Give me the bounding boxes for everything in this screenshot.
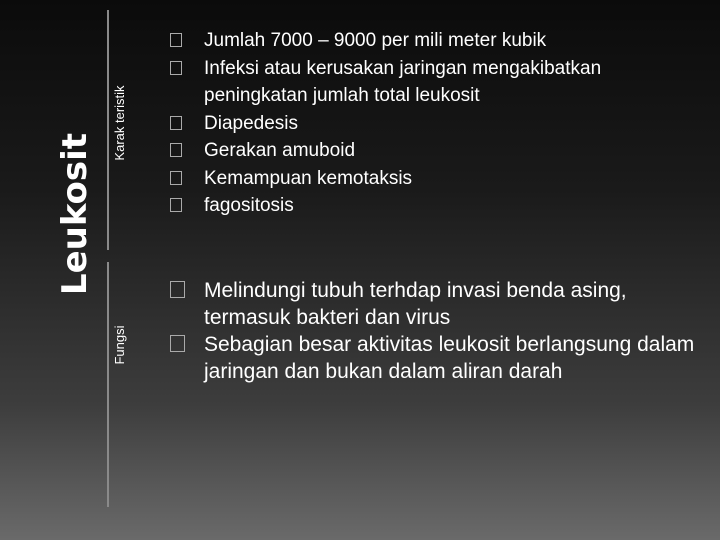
list-item	[170, 27, 704, 55]
list-item-text: Sebagian besar aktivitas leukosit berlangsung dalam jaringan dan bukan dalam aliran darah	[204, 333, 695, 383]
bullet-icon	[170, 33, 182, 47]
bullet-icon	[170, 335, 185, 352]
bullet-icon	[170, 143, 182, 157]
slide-title: Leukosit	[55, 132, 95, 296]
bullet-icon	[170, 198, 182, 212]
bullet-icon	[170, 61, 182, 75]
list-item-text: fagositosis	[204, 195, 294, 216]
list-item	[170, 165, 704, 193]
list-item	[170, 331, 710, 385]
section-label-fungsi: Fungsi	[112, 325, 127, 365]
list-item-text: Diapedesis	[204, 112, 298, 134]
list-item-text: Kemampuan kemotaksis	[204, 167, 413, 189]
section-divider-top	[107, 10, 109, 250]
list-item-text: Jumlah 7000 – 9000 per mili meter kubik	[204, 30, 547, 51]
fungsi-list	[170, 277, 710, 385]
list-item	[170, 110, 704, 138]
bullet-icon	[170, 171, 182, 185]
section-label-karakteristik: Karak teristik	[112, 85, 127, 161]
list-item	[170, 192, 704, 220]
list-item-text: Melindungi tubuh terhdap invasi benda asing, termasuk bakteri dan virus	[204, 279, 627, 329]
bullet-icon	[170, 116, 182, 130]
list-item	[170, 55, 704, 110]
list-item	[170, 277, 710, 331]
section-divider-bottom	[107, 262, 109, 507]
karakteristik-list	[170, 27, 704, 220]
list-item-text: Infeksi atau kerusakan jaringan mengakibatkan peningkatan jumlah total leukosit	[204, 57, 602, 106]
list-item-text: Gerakan amuboid	[204, 140, 356, 161]
list-item	[170, 137, 704, 165]
bullet-icon	[170, 281, 185, 298]
